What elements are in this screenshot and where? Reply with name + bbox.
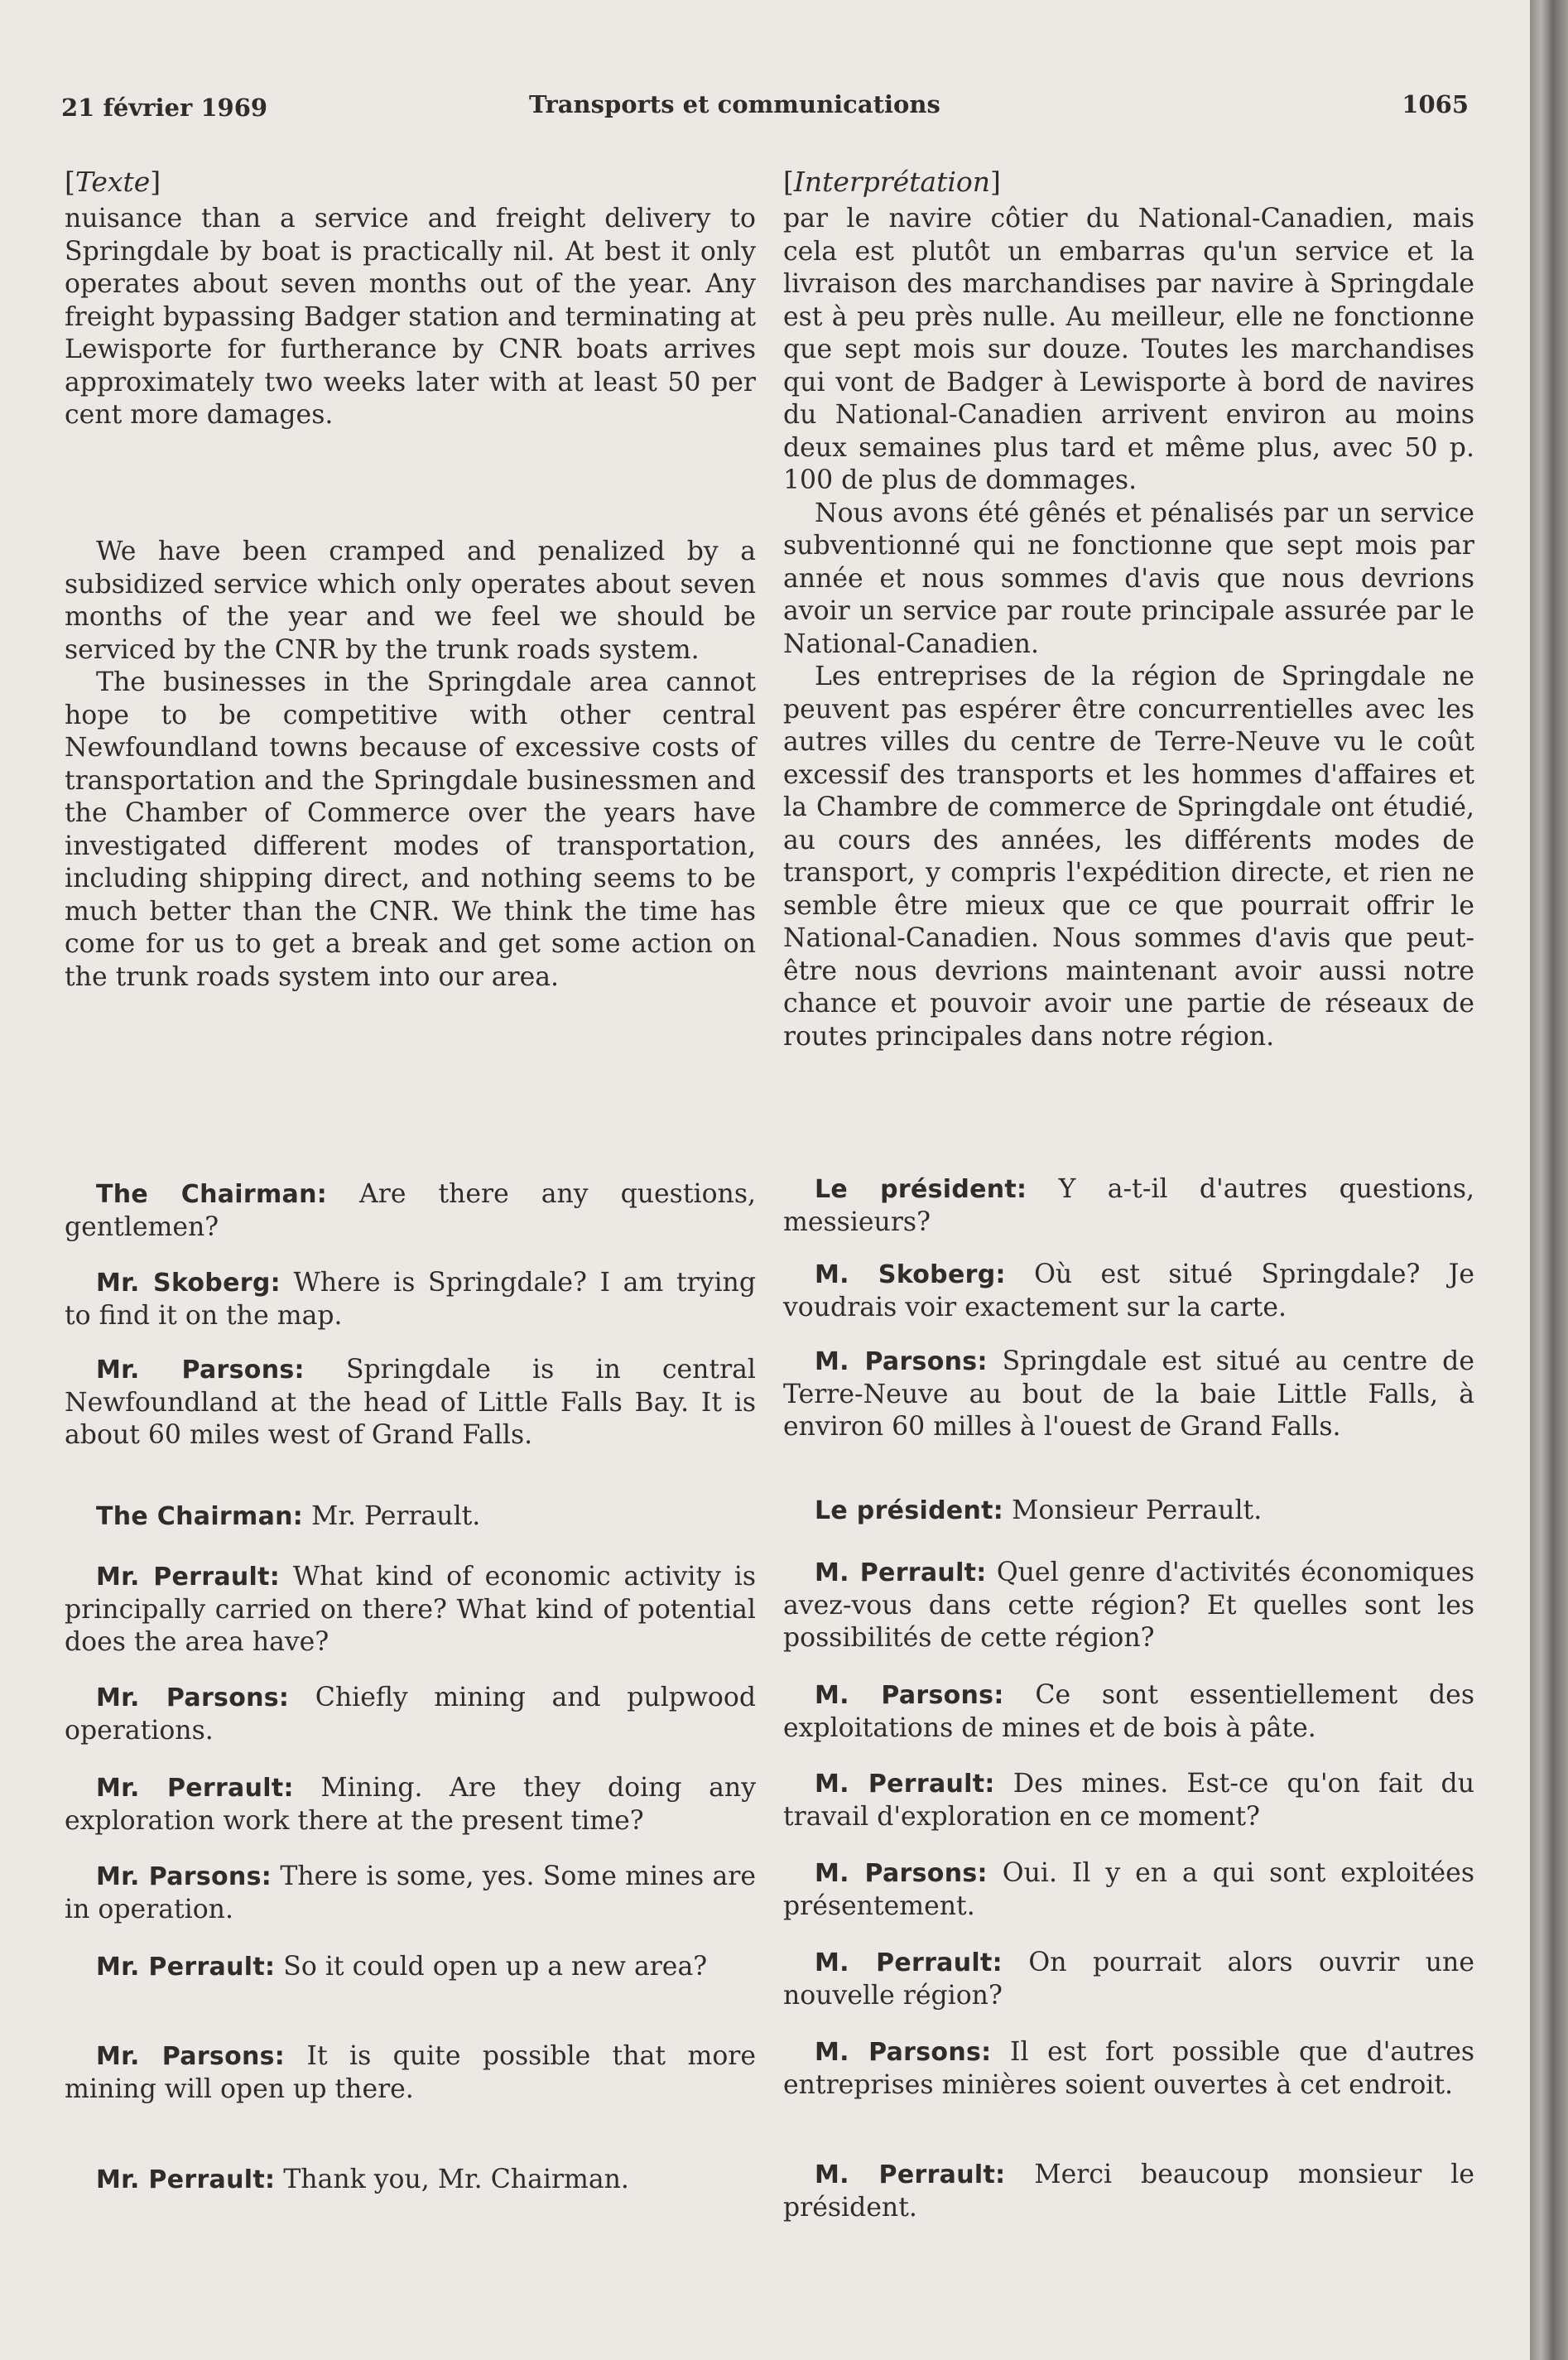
page-number: 1065 <box>1402 90 1469 118</box>
dialogue-entry <box>783 1679 1474 1745</box>
speaker-name: The Chairman: <box>96 1502 304 1531</box>
speech-text: Mr. Perrault. <box>311 1501 481 1531</box>
speaker-name: Mr. Parsons: <box>96 1862 272 1891</box>
paragraph: We have been cramped and penalized by a subsidized service which only operates about seven months of the year and we feel we should be serviced by the CNR by the trunk roads system. <box>65 537 756 665</box>
speaker-name: Mr. Parsons: <box>96 1683 290 1712</box>
speaker-name: Mr. Perrault: <box>96 2165 276 2194</box>
speech-text: Monsieur Perrault. <box>1012 1495 1263 1525</box>
speech-text: Where is Springdale? I am trying to find it on the map. <box>65 1268 756 1331</box>
dialogue-entry <box>783 1173 1474 1239</box>
paragraph: nuisance than a service and freight delivery to Springdale by boat is practically nil. At best it only operates about seven months out of the year. Any freight bypassing Badger station and terminating at Lewisporte for furtherance by CNR boats arrives approximately two weeks later with at least 50 per cent more damages. <box>65 204 756 430</box>
speaker-name: Mr. Perrault: <box>96 1563 281 1592</box>
speech-text: Are there any questions, gentlemen? <box>65 1179 756 1242</box>
speech-text: Quel genre d'activités économiques avez-vous dans cette région? Et quelles sont les possibilités de cette région? <box>783 1558 1474 1653</box>
speaker-name: Mr. Skoberg: <box>96 1269 281 1298</box>
speech-text: Ce sont essentiellement des exploitations de mines et de bois à pâte. <box>783 1680 1474 1743</box>
french-column <box>783 161 1474 2248</box>
dialogue-entry <box>783 1557 1474 1655</box>
dialogue-entry <box>783 2036 1474 2102</box>
dialogue-entry <box>65 1861 756 1926</box>
speech-text: Chiefly mining and pulpwood operations. <box>65 1683 756 1746</box>
dialogue-entry <box>65 1354 756 1452</box>
speaker-name: M. Parsons: <box>815 2038 992 2067</box>
speech-text: It is quite possible that more mining will open up there. <box>65 2041 756 2104</box>
dialogue-entry <box>65 2164 756 2197</box>
dialogue-entry <box>783 1346 1474 1444</box>
speech-text: Merci beaucoup monsieur le président. <box>783 2160 1474 2223</box>
paragraph: Nous avons été gênés et pénalisés par un service subventionné qui ne fonctionne que sept mois par année et nous sommes d'avis que nous devrions avoir un service par route principale assurée par le National-Canadien. <box>783 498 1474 659</box>
dialogue-entry <box>65 1682 756 1747</box>
speech-text: Springdale is in central Newfoundland at the head of Little Falls Bay. It is about 60 miles west of Grand Falls. <box>65 1355 756 1450</box>
paragraph: The businesses in the Springdale area cannot hope to be competitive with other central Newfoundland towns because of excessive costs of transportation and the Springdale businessmen and the Chamber of Commerce over the years have investigated different modes of transportation, including shipping direct, and nothing seems to be much better than the CNR. We think the time has come for us to get a break and get some action on the trunk roads system into our area. <box>65 667 756 992</box>
speech-text: Où est situé Springdale? Je voudrais voir exactement sur la carte. <box>783 1259 1474 1322</box>
speech-text: Oui. Il y en a qui sont exploitées présentement. <box>783 1858 1474 1921</box>
section-label-texte: [Texte] <box>65 166 161 198</box>
speech-text: Y a-t-il d'autres questions, messieurs? <box>783 1174 1475 1237</box>
speech-text: What kind of economic activity is principally carried on there? What kind of potential does the area have? <box>65 1562 756 1657</box>
dialogue-entry <box>783 1495 1474 1528</box>
section-label-interpretation: [Interprétation] <box>783 166 1001 198</box>
dialogue-entry <box>783 1857 1474 1923</box>
speaker-name: M. Parsons: <box>815 1347 988 1376</box>
speaker-name: M. Perrault: <box>815 1558 987 1587</box>
dialogue-entry <box>783 1259 1474 1324</box>
speaker-name: Le président: <box>815 1496 1004 1525</box>
speaker-name: M. Parsons: <box>815 1681 1004 1710</box>
speech-text: Il est fort possible que d'autres entreprises minières soient ouvertes à cet endroit. <box>783 2037 1474 2100</box>
speaker-name: Mr. Parsons: <box>96 2042 286 2071</box>
paragraph: par le navire côtier du National-Canadien, mais cela est plutôt un embarras qu'un service et la livraison des marchandises par navire à Springdale est à peu près nulle. Au meilleur, elle ne fonctionne que sept mois sur douze. Toutes les marchandises qui vont de Badger à Lewisporte à bord de navires du National-Canadien arrivent environ au moins deux semaines plus tard et même plus, avec 50 p. 100 de plus de dommages. <box>783 204 1474 495</box>
speech-text: There is some, yes. Some mines are in operation. <box>65 1862 756 1924</box>
book-binding <box>1530 0 1568 2360</box>
speech-text: On pourrait alors ouvrir une nouvelle région? <box>783 1948 1474 2011</box>
speaker-name: Mr. Perrault: <box>96 1774 294 1803</box>
speech-text: Mining. Are they doing any exploration work there at the present time? <box>65 1773 757 1836</box>
dialogue-entry <box>65 2040 756 2106</box>
speaker-name: Le président: <box>815 1175 1027 1204</box>
dialogue-entry <box>65 1951 756 1984</box>
english-column <box>65 161 756 2248</box>
dialogue-entry <box>65 1500 756 1534</box>
dialogue-entry <box>65 1267 756 1332</box>
speech-text: So it could open up a new area? <box>283 1952 708 1982</box>
speaker-name: M. Skoberg: <box>815 1260 1006 1289</box>
dialogue-entry <box>65 1772 756 1837</box>
running-head <box>61 87 1469 128</box>
paragraph: Les entreprises de la région de Springdale ne peuvent pas espérer être concurrentielles avec les autres villes du centre de Terre-Neuve vu le coût excessif des transports et les hommes d'affaires et la Chambre de commerce de Springdale ont étudié, au cours des années, les différents modes de transport, y compris l'expédition directe, et rien ne semble être mieux que ce que pourrait offrir le National-Canadien. Nous sommes d'avis que peut-être nous devrions maintenant avoir aussi notre chance et pouvoir avoir une partie de réseaux de routes principales dans notre région. <box>783 662 1474 1052</box>
speech-text: Des mines. Est-ce qu'on fait du travail d'exploration en ce moment? <box>783 1769 1474 1832</box>
header-date: 21 février 1969 <box>61 94 268 122</box>
dialogue-entry <box>65 1561 756 1659</box>
speaker-name: The Chairman: <box>96 1180 328 1209</box>
speaker-name: Mr. Parsons: <box>96 1356 305 1385</box>
speech-text: Springdale est situé au centre de Terre-Neuve au bout de la baie Little Falls, à environ 60 milles à l'ouest de Grand Falls. <box>783 1346 1474 1442</box>
dialogue-entry <box>783 2159 1474 2224</box>
speaker-name: M. Perrault: <box>815 2160 1006 2189</box>
speaker-name: M. Parsons: <box>815 1859 988 1888</box>
speaker-name: Mr. Perrault: <box>96 1953 276 1982</box>
speaker-name: M. Perrault: <box>815 1770 995 1799</box>
dialogue-entry <box>783 1947 1474 2012</box>
header-title: Transports et communications <box>529 90 940 118</box>
speaker-name: M. Perrault: <box>815 1948 1003 1977</box>
speech-text: Thank you, Mr. Chairman. <box>283 2165 629 2194</box>
dialogue-entry <box>65 1178 756 1244</box>
dialogue-entry <box>783 1768 1474 1833</box>
